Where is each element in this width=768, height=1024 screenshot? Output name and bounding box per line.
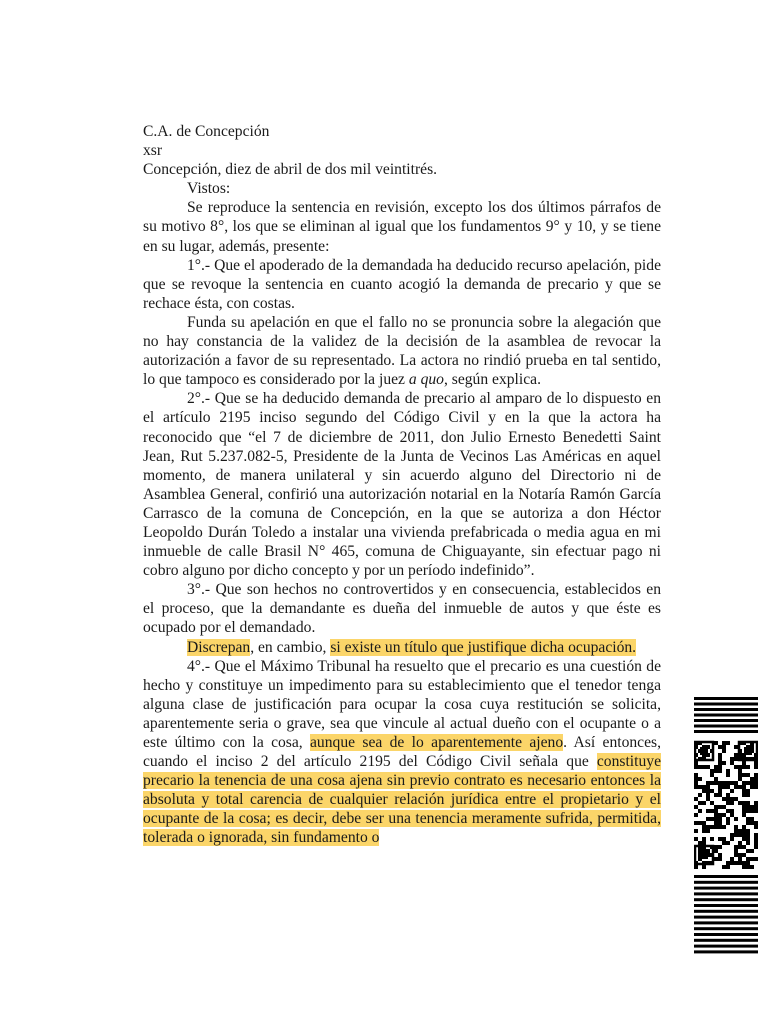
body-paragraph bbox=[143, 580, 661, 637]
highlighted-text: aunque sea de lo aparentemente ajeno bbox=[310, 734, 564, 751]
paragraph-text: 1°.- Que el apoderado de la demandada ha deducido recurso apelación, pide que se revoque la sentencia en cuanto acogió la demanda de precario y que se rechace ésta, con costas. bbox=[143, 256, 661, 312]
paragraph-text: Se reproduce la sentencia en revisión, excepto los dos últimos párrafos de su motivo 8°, los que se eliminan al igual que los fundamentos 9° y 10, y se tiene en su lugar, además, presente: bbox=[143, 199, 661, 255]
paragraph-text: 2°.- Que se ha deducido demanda de precario al amparo de lo dispuesto en el artículo 2195 inciso segundo del Código Civil y en la que la actora ha reconocido que “el 7 de diciembre de 2011, don Julio Ernesto Benedetti Saint Jean, Rut 5.237.082-5, Presidente de la Junta de Vecinos Las Américas en aquel momento, de manera unilateral y sin acuerdo alguno del Directorio ni de Asamblea General, confirió una autorización notarial en la Notaría Ramón García Carrasco de la comuna de Concepción, en la que se autoriza a don Héctor Leopoldo Durán Toledo a instalar una vivienda prefabricada o media agua en mi inmueble de calle Brasil N° 465, comuna de Chiguayante, sin efectuar pago ni cobro alguno por dicho concepto y por un período indefinido”. bbox=[143, 390, 661, 580]
date-line: Concepción, diez de abril de dos mil veintitrés. bbox=[143, 161, 438, 179]
document-page bbox=[143, 122, 661, 848]
paragraph-text: a quo bbox=[408, 371, 444, 389]
qr-code-icon bbox=[694, 697, 758, 956]
paragraph-text: 3°.- Que son hechos no controvertidos y en consecuencia, establecidos en el proceso, que la demandante es dueña del inmueble de autos y que éste es ocupado por el demandado. bbox=[143, 581, 661, 637]
vistos-heading: Vistos: bbox=[187, 180, 231, 198]
highlighted-text: constituye precario la tenencia de una cosa ajena sin previo contrato es necesario entonces la absoluta y total carencia de cualquier relación jurídica entre el propietario y el ocupante de la cosa; es decir, debe ser una tenencia meramente sufrida, permitida, tolerada o ignorada, sin fundamento o bbox=[143, 753, 661, 847]
paragraph-text: . Así entonces, cuando el inciso 2 del artículo 2195 del Código Civil señala que bbox=[143, 734, 661, 771]
document-code: xsr bbox=[143, 142, 163, 160]
paragraph-text: , según explica. bbox=[443, 371, 541, 389]
body-paragraph bbox=[143, 657, 661, 848]
body-paragraph bbox=[143, 638, 661, 657]
body-paragraph bbox=[143, 389, 661, 580]
highlighted-text: Discrepan bbox=[187, 638, 251, 656]
body-paragraph bbox=[143, 313, 661, 389]
body-paragraph bbox=[143, 256, 661, 313]
body-paragraph bbox=[143, 198, 661, 255]
paragraph-text: , en cambio, bbox=[250, 638, 331, 656]
document-body bbox=[143, 198, 661, 847]
court-name: C.A. de Concepción bbox=[143, 123, 270, 140]
highlighted-text: si existe un título que justifique dicha ocupación. bbox=[330, 638, 637, 656]
paragraph-text: 4°.- Que el Máximo Tribunal ha resuelto que el precario es una cuestión de hecho y constituye un impedimento para su establecimiento que el tenedor tenga alguna clase de justificación para ocupar la cosa cuya restitución se solicita, aparentemente seria o grave, sea que vincule al actual dueño con el ocupante o a este último con la cosa, bbox=[143, 657, 661, 751]
paragraph-text: Funda su apelación en que el fallo no se pronuncia sobre la alegación que no hay constancia de la validez de la decisión de la asamblea de revocar la autorización a favor de su representado. La actora no rindió prueba en tal sentido, lo que tampoco es considerado por la juez bbox=[143, 313, 661, 389]
